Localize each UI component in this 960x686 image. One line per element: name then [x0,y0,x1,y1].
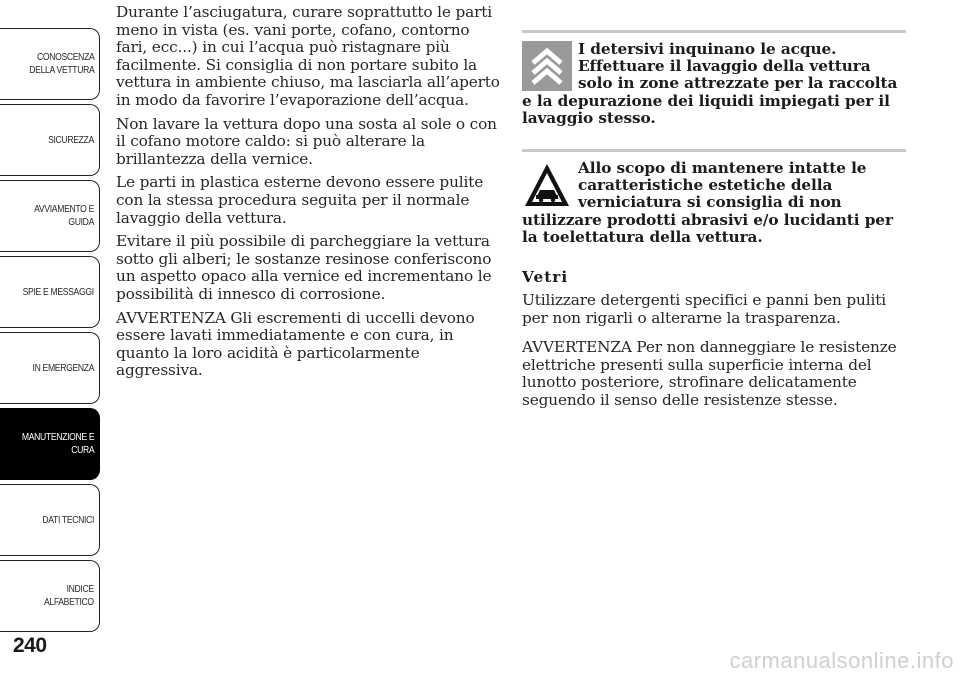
tab-manutenzione-e-cura[interactable]: MANUTENZIONE E CURA [0,408,100,480]
tab-spie-e-messaggi[interactable]: SPIE E MESSAGGI [0,256,100,328]
paragraph-glass-cleaning: Utilizzare detergenti specifici e panni ben puliti per non rigarli o alterarne la trasparenza. [522,291,886,327]
warning-triangle-car-icon [522,160,572,210]
paragraph-parking-trees: Evitare il più possibile di parcheggiare la vettura sotto gli alberi; le sostanze resinose conferiscono un aspetto opaco alla vernice ed incrementano le possibilità di innesco di corrosione. [116,232,492,303]
notice-divider [522,30,906,33]
environment-chevrons-icon [522,41,572,91]
chapter-tabs [0,28,100,636]
watermark: carmanualsonline.info [729,648,954,673]
right-column [522,30,906,416]
notice-environment [522,30,906,127]
section-heading-vetri: Vetri [522,268,569,287]
left-column [116,4,500,386]
tab-in-emergenza[interactable]: IN EMERGENZA [0,332,100,404]
paragraph-drying: Durante l’asciugatura, curare soprattutto le parti meno in vista (es. vani porte, cofano, contorno fari, ecc...) in cui l’acqua può ristagnare più facilmente. Si consiglia di non portare subito la vettura in ambiente chiuso, ma lasciarla all’aperto in modo da favorire l’evaporazione dell’acqua. [116,3,500,109]
page-number: 240 [13,634,47,657]
tab-avviamento-e-guida[interactable]: AVVIAMENTO E GUIDA [0,180,100,252]
tab-dati-tecnici[interactable]: DATI TECNICI [0,484,100,556]
paragraph-rear-window-warning: AVVERTENZA Per non danneggiare le resistenze elettriche presenti sulla superficie interna del lunotto posteriore, strofinare delicatamente seguendo il senso delle resistenze stesse. [522,338,897,409]
tab-indice-alfabetico[interactable]: INDICE ALFABETICO [0,560,100,632]
paragraph-hot-engine: Non lavare la vettura dopo una sosta al sole o con il cofano motore caldo: si può alterare la brillantezza della vernice. [116,114,497,168]
paragraph-bird-droppings-warning: AVVERTENZA Gli escrementi di uccelli devono essere lavati immediatamente e con cura, in quanto la loro acidità è particolarmente aggressiva. [116,308,475,380]
notice-divider [522,149,906,152]
notice-environment-text: I detersivi inquinano le acque. Effettuare il lavaggio della vettura solo in zone attrezzate per la raccolta e la depurazione dei liquidi impiegati per il lavaggio stesso. [522,40,898,127]
notice-caution-text: Allo scopo di mantenere intatte le caratteristiche estetiche della verniciatura si consiglia di non utilizzare prodotti abrasivi e/o lucidanti per la toelettatura della vettura. [522,159,893,246]
notice-caution [522,149,906,246]
tab-sicurezza[interactable]: SICUREZZA [0,104,100,176]
tab-conoscenza-della-vettura[interactable]: CONOSCENZA DELLA VETTURA [0,28,100,100]
paragraph-plastic-parts: Le parti in plastica esterne devono essere pulite con la stessa procedura seguita per il normale lavaggio della vettura. [116,173,484,227]
